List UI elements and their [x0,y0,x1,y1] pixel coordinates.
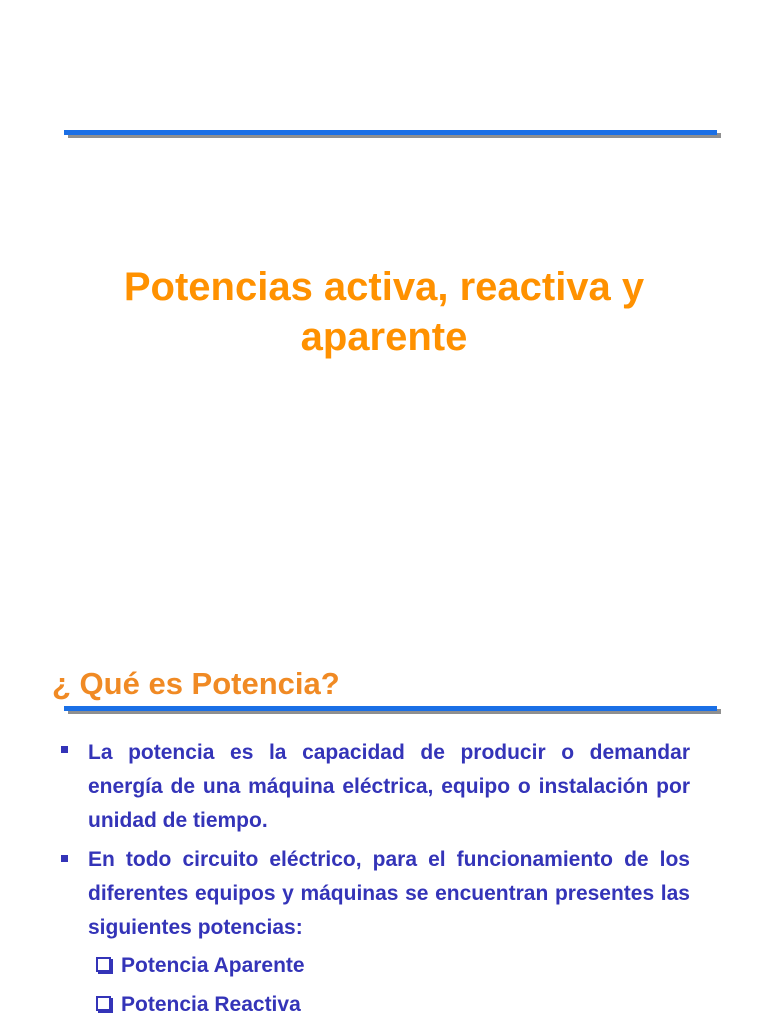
sub-list-item-label: Potencia Reactiva [121,993,301,1016]
square-bullet-icon [61,746,68,753]
slide-title-line-2: aparente [300,315,468,359]
section-heading: ¿ Qué es Potencia? [52,666,340,701]
square-bullet-icon [61,855,68,862]
title-divider-rule [64,130,717,135]
slide-title-line-1: Potencias activa, reactiva y [123,265,645,309]
heading-divider-rule [64,706,717,711]
checkbox-icon [96,996,111,1011]
bullet-item: La potencia es la capacidad de producir o demandar energía de una máquina eléctrica, equipo o instalación por unidad de tiempo. [88,741,690,832]
sub-list-item [96,989,301,1021]
slide-title [60,262,708,362]
sub-list-item [96,950,305,982]
sub-list-item-label: Potencia Aparente [121,954,305,977]
bullet-item: En todo circuito eléctrico, para el funcionamiento de los diferentes equipos y máquinas se encuentran presentes las siguientes potencias: [88,848,690,939]
checkbox-icon [96,957,111,972]
